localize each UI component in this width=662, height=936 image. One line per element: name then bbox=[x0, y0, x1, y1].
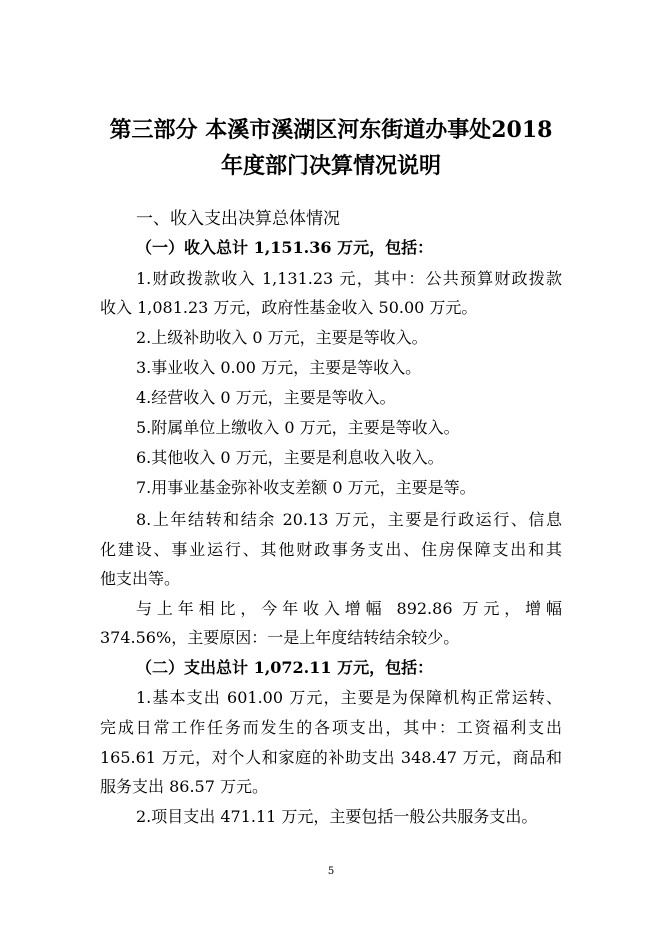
income-item-6: 6.其他收入 0 万元，主要是利息收入收入。 bbox=[136, 448, 444, 467]
income-item-5: 5.附属单位上缴收入 0 万元，主要是等收入。 bbox=[136, 418, 460, 437]
expenditure-item-1-line-3: 165.61 万元，对个人和家庭的补助支出 348.47 万元，商品和 bbox=[100, 748, 562, 767]
expenditure-item-2: 2.项目支出 471.11 万元，主要包括一般公共服务支出。 bbox=[136, 807, 538, 826]
section-heading: 一、收入支出决算总体情况 bbox=[136, 209, 340, 229]
income-item-8-line-1: 8.上年结转和结余 20.13 万元，主要是行政运行、信息 bbox=[136, 510, 562, 529]
income-item-7: 7.用事业基金弥补收支差额 0 万元，主要是等。 bbox=[136, 478, 476, 497]
income-item-2: 2.上级补助收入 0 万元，主要是等收入。 bbox=[136, 328, 428, 347]
income-item-3: 3.事业收入 0.00 万元，主要是等收入。 bbox=[136, 358, 422, 377]
page-title: 第三部分 本溪市溪湖区河东街道办事处2018年度部门决算情况说明 bbox=[109, 117, 553, 179]
page-number: 5 bbox=[327, 866, 335, 877]
expenditure-item-1-line-1: 1.基本支出 601.00 万元，主要是为保障机构正常运转、 bbox=[136, 688, 562, 707]
income-item-1-line-1: 1.财政拨款收入 1,131.23 元，其中：公共预算财政拨款 bbox=[136, 269, 562, 288]
income-item-8-line-3: 他支出等。 bbox=[100, 569, 181, 588]
expenditure-item-1-line-2: 完成日常工作任务而发生的各项支出，其中：工资福利支出 bbox=[100, 718, 562, 737]
income-item-8-line-2: 化建设、事业运行、其他财政事务支出、住房保障支出和其 bbox=[100, 540, 562, 559]
income-item-4: 4.经营收入 0 万元，主要是等收入。 bbox=[136, 388, 396, 407]
income-heading: （一）收入总计 1,151.36 万元，包括： bbox=[136, 238, 434, 257]
income-comparison-line-2: 374.56%，主要原因：一是上年度结转结余较少。 bbox=[100, 628, 460, 647]
expenditure-heading: （二）支出总计 1,072.11 万元，包括： bbox=[136, 658, 434, 677]
income-item-1-line-2: 收入 1,081.23 万元，政府性基金收入 50.00 万元。 bbox=[100, 298, 478, 317]
income-comparison-line-1: 与上年相比，今年收入增幅 892.86 万元，增幅 bbox=[136, 599, 562, 618]
expenditure-item-1-line-4: 服务支出 86.57 万元。 bbox=[100, 777, 268, 796]
